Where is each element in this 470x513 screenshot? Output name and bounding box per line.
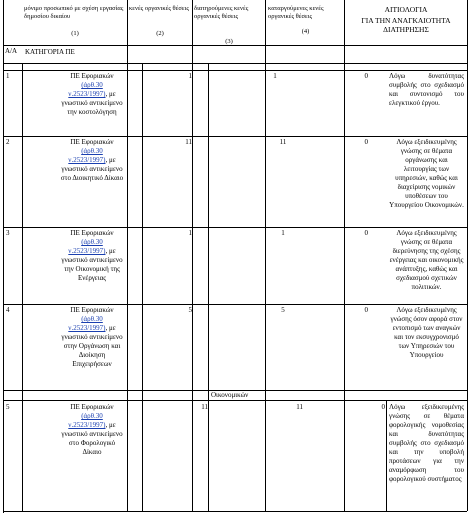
header-col4-number: (4) [301,28,310,35]
row-2-law-link-2[interactable]: ν.2523/1997) [68,156,106,164]
row-5-reason: Λόγω εξειδικευμένης γνώσης σε θέματα φορολογικής νομοθεσίας και δυνατότητας συμβολής στο σχεδιασμό και την υποβολή προτάσεων για την αναμόρφωση του φορολογικού συστήματος [389,403,464,483]
table-border-right [467,0,468,511]
row-3-retained: 1 [281,229,285,237]
row-5-vacant: 11 [201,403,208,411]
row-1-number: 1 [6,72,10,80]
row-1-specialty: ΠΕ Εφοριακών (άρθ.30 ν.2523/1997), με γνωστικό αντικείμενο την κοστολόγηση [61,72,123,116]
row-4-specialty: ΠΕ Εφοριακών (άρθ.30 ν.2523/1997), με γνωστικό αντικείμενο στην Οργάνωση και Διοίκηση Επιχειρήσεων [61,306,123,368]
stray-text: Οικονομικών [211,391,249,399]
row-2-abolished: 0 [364,138,368,146]
header-col4-title: καταργούμενες κενές οργανικές θέσεις [268,5,324,20]
row-5-number: 5 [6,403,10,411]
row-3-specialty-detail: με γνωστικό αντικείμενο την Οικονομική της Ενέργειας [61,247,123,282]
row-1-abolished: 0 [364,72,368,80]
row-4-specialty-title: ΠΕ Εφοριακών [70,306,114,314]
row-2-retained: 11 [279,138,287,146]
row-1-law-link[interactable]: (άρθ.30 [81,81,103,89]
row-2-specialty-detail: με γνωστικό αντικείμενο στο Διοικητικό Δίκαιο [60,156,124,182]
row-1-rule [3,70,467,71]
row-5-retained: 11 [296,403,303,411]
row-3-law-link-2[interactable]: ν.2523/1997) [68,247,106,255]
row-4-vacant: 5 [188,306,192,314]
row-3-reason: Λόγω εξειδικευμένης γνώσης σε θέματα διερεύνησης της σχέσης ενέργειας και οικονομικής ανάπτυξης, καθώς και σχεδιασμού σχετικών πολιτικών. [389,229,464,291]
row-5-law-link-2[interactable]: ν.2523/1997) [68,421,106,429]
category-aa-label: Α/Α [5,47,18,55]
col-divider-1 [127,0,128,511]
header-col3-number: (3) [225,38,233,45]
col-divider-2b [208,63,209,511]
col-divider-2 [192,0,193,511]
row-3-specialty: ΠΕ Εφοριακών (άρθ.30 ν.2523/1997), με γνωστικό αντικείμενο την Οικονομική της Ενέργειας [61,229,123,282]
row-5-specialty-title: ΠΕ Εφοριακών [70,403,114,411]
header-col1-title: μόνιμο προσωπικό με σχέση εργασίας δημοσίου δικαίου [24,5,124,20]
row-2-number: 2 [6,138,10,146]
row-3-specialty-title: ΠΕ Εφοριακών [70,229,114,237]
table-border-left [3,0,4,513]
row-3-rule [3,227,467,228]
row-3-law-link[interactable]: (άρθ.30 [81,238,103,246]
col-divider-5b [386,400,387,511]
row-2-law-link[interactable]: (άρθ.30 [81,147,103,155]
row-5-law-link[interactable]: (άρθ.30 [81,412,103,420]
row-1-law-link-2[interactable]: ν.2523/1997) [68,90,106,98]
row-1-vacant: 1 [188,72,192,80]
col-divider-1b [142,63,143,511]
row-2-specialty-title: ΠΕ Εφοριακών [70,138,114,146]
header-col2-title: κενές οργανικές θέσεις [129,5,189,12]
table-bottom-rule [3,511,467,512]
category-rule [3,63,467,64]
row-5-abolished: 0 [381,403,385,411]
row-4-specialty-detail: με γνωστικό αντικείμενο στην Οργάνωση και Διοίκηση Επιχειρήσεων [61,324,123,368]
header-col1-number: (1) [71,30,79,37]
row-1-retained: 1 [273,72,277,80]
category-label: ΚΑΤΗΓΟΡΙΑ ΠΕ [25,48,75,56]
row-2-reason: Λόγω εξειδικευμένης γνώσης σε θέματα οργάνωσης και λειτουργίας των υπηρεσιών, καθώς και διαχείρισης νομικών υποθέσεων του Υπουργείου Οικονομικών. [389,138,464,209]
row-5-rule [3,400,467,401]
header-col2-number: (2) [156,30,164,37]
row-3-number: 3 [6,229,10,237]
row-4-abolished: 0 [364,306,368,314]
row-1-specialty-title: ΠΕ Εφοριακών [70,72,114,80]
header-col3-title: διατηρούμενες κενές οργανικές θέσεις [194,5,249,20]
header-col5-title: ΑΙΤΙΟΛΟΓΙΑ [384,5,428,14]
row-3-abolished: 0 [364,229,368,237]
row-5-specialty-detail: με γνωστικό αντικείμενο στο Φορολογικό Δίκαιο [61,421,123,456]
col-divider-num [22,63,23,511]
row-4-rule [3,304,467,305]
row-1-reason: Λόγω δυνατότητας συμβολής στο σχεδιασμό και συντονισμό του ελεγκτικού έργου. [389,72,464,107]
header-col5-subtitle: ΓΙΑ ΤΗΝ ΑΝΑΓΚΑΙΟΤΗΤΑ ΔΙΑΤΗΡΗΣΗΣ [361,16,451,34]
row-5-specialty: ΠΕ Εφοριακών (άρθ.30 ν.2523/1997), με γνωστικό αντικείμενο στο Φορολογικό Δίκαιο [61,403,123,456]
row-2-vacant: 11 [185,138,192,146]
row-4-number: 4 [6,306,10,314]
row-3-vacant: 1 [188,229,192,237]
row-4-law-link[interactable]: (άρθ.30 [81,315,103,323]
row-2-rule [3,136,467,137]
row-4-law-link-2[interactable]: ν.2523/1997) [68,324,106,332]
row-1-specialty-detail: με γνωστικό αντικείμενο την κοστολόγηση [61,90,123,116]
row-4-retained: 5 [281,306,285,314]
row-4-reason: Λόγω εξειδικευμένης γνώσης όσον αφορά στον εντοπισμό των αναγκών και τον εκσυγχρονισμό των Υπηρεσιών του Υπουργείου [390,306,463,359]
row-2-specialty: ΠΕ Εφοριακών (άρθ.30 ν.2523/1997), με γνωστικό αντικείμενο στο Διοικητικό Δίκαιο [60,138,124,182]
